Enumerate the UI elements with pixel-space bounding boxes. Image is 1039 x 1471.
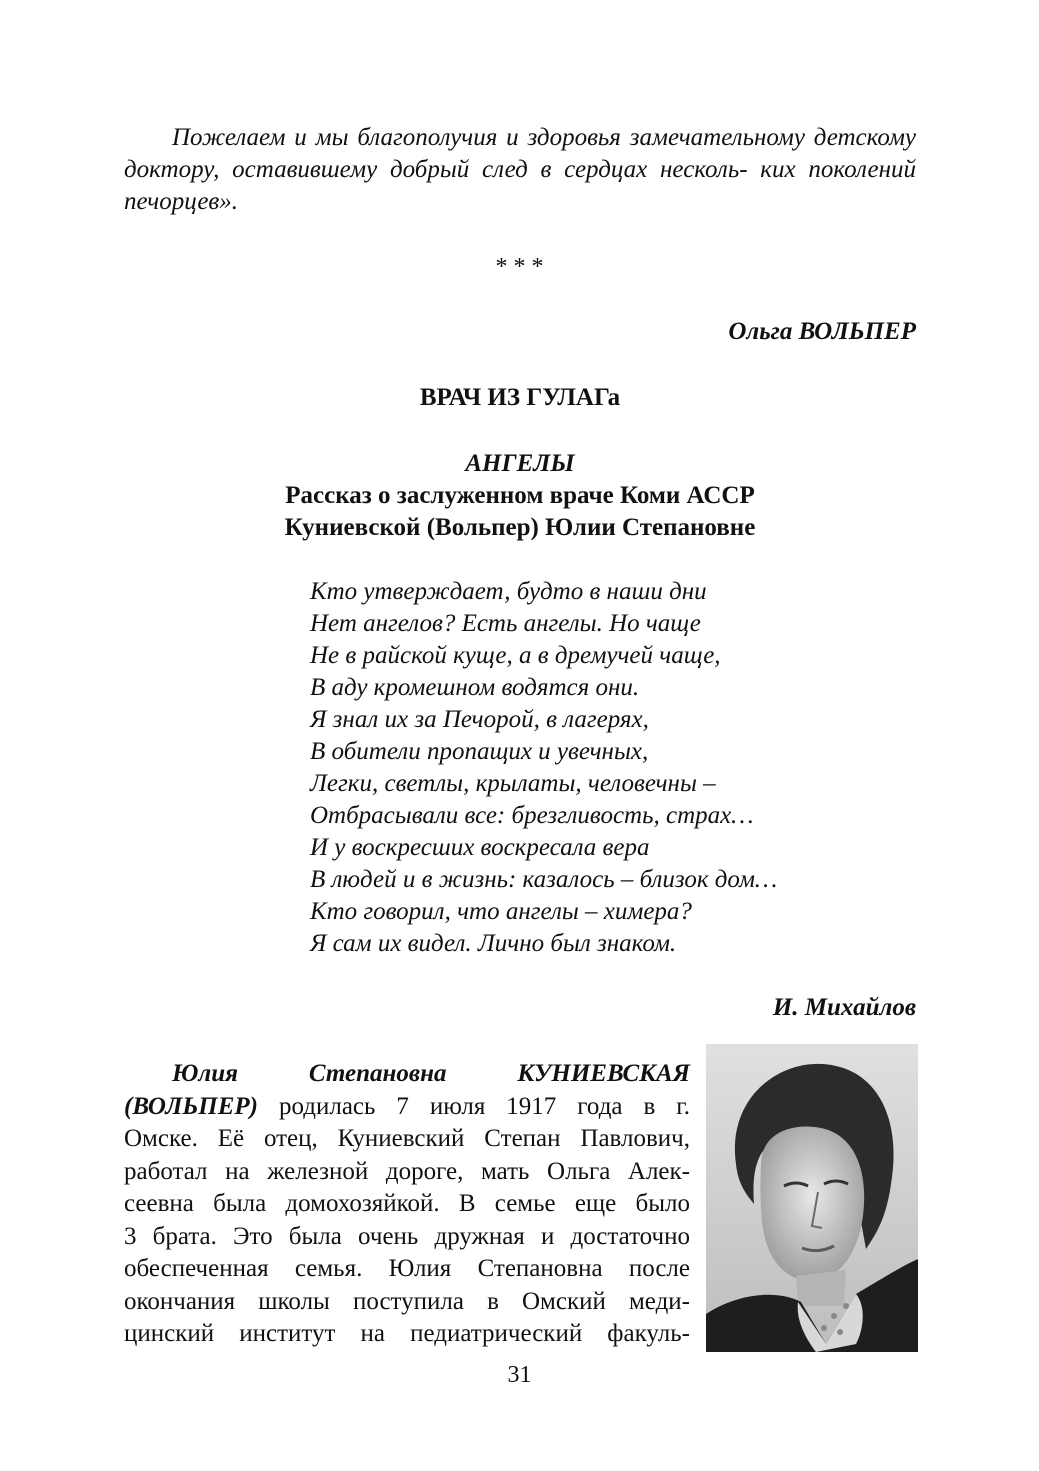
poem-line: Отбрасывали все: брезгливость, страх… <box>310 802 754 829</box>
bio-line: Омске. Её отец, Куниевский Степан Павлович, <box>124 1125 690 1152</box>
section-separator: * * * <box>495 254 544 280</box>
bio-name-cont: (ВОЛЬПЕР) <box>124 1092 258 1120</box>
poem-line: Нет ангелов? Есть ангелы. Но чаще <box>310 610 701 637</box>
epigraph-poem <box>310 576 910 960</box>
poem-author: И. Михайлов <box>772 994 916 1021</box>
poem-line: В обители пропащих и увечных, <box>310 738 649 765</box>
subtitle-line: Рассказ о заслуженном враче Коми АССР <box>285 482 755 509</box>
poem-line: В аду кромешном водятся они. <box>310 674 640 701</box>
poem-line: И у воскресших воскресала вера <box>310 834 650 861</box>
bio-line: работал на железной дороге, мать Ольга Алек- <box>124 1157 690 1185</box>
bio-line: цинский институт на педиатрический факуль- <box>124 1320 690 1347</box>
poem-line: Кто говорил, что ангелы – химера? <box>310 898 692 925</box>
bio-line-rest: родилась 7 июля 1917 года в г. <box>257 1092 690 1120</box>
intro-line: Пожелаем и мы благополучия и здоровья замечательному <box>172 124 805 151</box>
poem-line: Не в райской куще, а в дремучей чаще, <box>310 642 721 669</box>
poem-line: Легки, светлы, крылаты, человечны – <box>310 770 716 797</box>
article-author: Ольга ВОЛЬПЕР <box>728 318 916 345</box>
bio-name: Юлия Степановна КУНИЕВСКАЯ <box>172 1060 690 1087</box>
poem-line: В людей и в жизнь: казалось – близок дом… <box>310 866 778 893</box>
bio-line: обеспеченная семья. Юлия Степановна после <box>124 1255 690 1282</box>
intro-paragraph <box>124 122 916 218</box>
biography-paragraph <box>124 1058 690 1351</box>
bio-line: 3 брата. Это была очень дружная и достаточно <box>124 1222 690 1250</box>
poem-line: Я знал их за Печорой, в лагерях, <box>310 706 649 733</box>
poem-line: Я сам их видел. Лично был знаком. <box>310 930 677 957</box>
subtitle-line: Куниевской (Вольпер) Юлии Степановне <box>284 514 756 541</box>
article-title: ВРАЧ ИЗ ГУЛАГа <box>419 384 621 411</box>
bio-line: окончания школы поступила в Омский меди- <box>124 1287 690 1315</box>
portrait-illustration <box>706 1044 918 1352</box>
bio-line <box>124 1091 690 1124</box>
poem-line: Кто утверждает, будто в наши дни <box>310 578 707 605</box>
portrait-photo <box>706 1044 918 1352</box>
page-number: 31 <box>507 1362 532 1388</box>
bio-line: сеевна была домохозяйкой. В семье еще было <box>124 1190 690 1217</box>
intro-line: ких поколений печорцев». <box>124 156 917 215</box>
subtitle-angels: АНГЕЛЫ <box>465 450 575 477</box>
intro-line: детскому доктору, оставившему добрый след в сердцах несколь- <box>124 124 916 183</box>
article-subtitle <box>124 448 916 544</box>
